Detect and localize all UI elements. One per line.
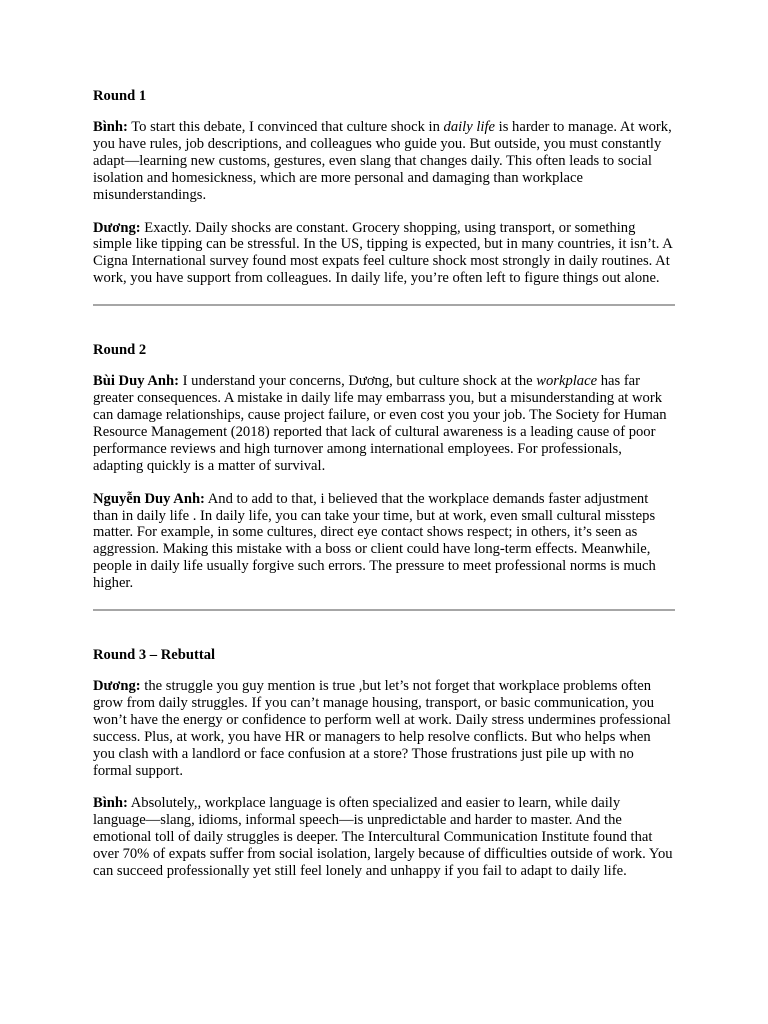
- round-2-heading: Round 2: [93, 342, 147, 359]
- paragraph-text: Absolutely,, workplace language is often specialized and easier to learn, while daily language—slang, idioms, informal speech—is unpredictable and harder to master. And the emotional toll of daily struggles is deeper. The Intercultural Communication Institute found that over 70% of expats suffer from social isolation, largely because of difficulties outside of work. You can succeed professionally yet still feel lonely and unhappy if you fail to adapt to daily life.: [93, 795, 673, 880]
- paragraph-text: I understand your concerns, Dương, but culture shock at the: [178, 373, 537, 390]
- round-3-heading: Round 3 – Rebuttal: [93, 647, 216, 664]
- emphasized-text: daily life: [443, 119, 496, 135]
- round-3-paragraph-binh: [93, 795, 675, 880]
- section-divider: [93, 304, 675, 306]
- paragraph-text: And to add to that, i believed that the workplace demands faster adjustment than in daily life . In daily life, you can take your time, but at work, even small cultural missteps matter. For example, in some cultures, direct eye contact shows respect; in others, it’s seen as aggression. Making this mistake with a boss or client could have long-term effects. Meanwhile, people in daily life usually forgive such errors. The pressure to meet professional norms is much higher.: [93, 490, 656, 592]
- round-3-paragraph-duong: [93, 678, 675, 779]
- speaker-name: Bình:: [93, 795, 128, 812]
- document-page: [93, 87, 675, 880]
- paragraph-text: Exactly. Daily shocks are constant. Grocery shopping, using transport, or something simple like tipping can be stressful. In the US, tipping is expected, but in many countries, it isn’t. A Cigna International survey found most expats feel culture shock most strongly in daily routines. At work, you have support from colleagues. In daily life, you’re often left to figure things out alone.: [93, 219, 672, 287]
- round-3-section: [93, 646, 675, 880]
- paragraph-text: the struggle you guy mention is true ,but let’s not forget that workplace problems often grow from daily struggles. If you can’t manage housing, transport, or basic communication, you won’t have the energy or confidence to perform well at work. Daily stress undermines professional success. Plus, at work, you have HR or managers to help resolve conflicts. But who helps when you clash with a landlord or face confusion at a store? Those frustrations just pile up with no formal support.: [93, 678, 671, 779]
- section-divider: [93, 609, 675, 611]
- emphasized-text: workplace: [536, 373, 598, 390]
- paragraph-text-continued: has far greater consequences. A mistake in daily life may embarrass you, but a misunderstanding at work can damage relationships, cause project failure, or even cost you your job. The Society for Human Resource Management (2018) reported that lack of cultural awareness is a leading cause of poor performance reviews and high turnover among international employees. For professionals, adapting quickly is a matter of survival.: [93, 373, 667, 474]
- paragraph-text: To start this debate, I convinced that culture shock in: [127, 119, 444, 135]
- speaker-name: Dương:: [93, 219, 141, 236]
- paragraph-text-continued: is harder to manage. At work, you have rules, job descriptions, and colleagues who guide you. But outside, you must constantly adapt—learning new customs, gestures, even slang that changes daily. This often leads to social isolation and homesickness, which are more personal and damaging than workplace misunderstandings.: [93, 119, 672, 203]
- round-1-paragraph-duong: [93, 220, 675, 288]
- round-2-section: [93, 341, 675, 592]
- speaker-name: Nguyễn Duy Anh:: [93, 490, 205, 507]
- speaker-name: Dương:: [93, 678, 141, 695]
- round-2-paragraph-bui-duy-anh: [93, 373, 675, 474]
- round-1-section: [93, 87, 675, 287]
- speaker-name: Bình:: [93, 119, 128, 135]
- speaker-name: Bùi Duy Anh:: [93, 373, 179, 390]
- round-2-paragraph-nguyen-duy-anh: [93, 491, 675, 592]
- round-1-paragraph-binh: [93, 119, 675, 204]
- round-1-heading: Round 1: [93, 88, 147, 104]
